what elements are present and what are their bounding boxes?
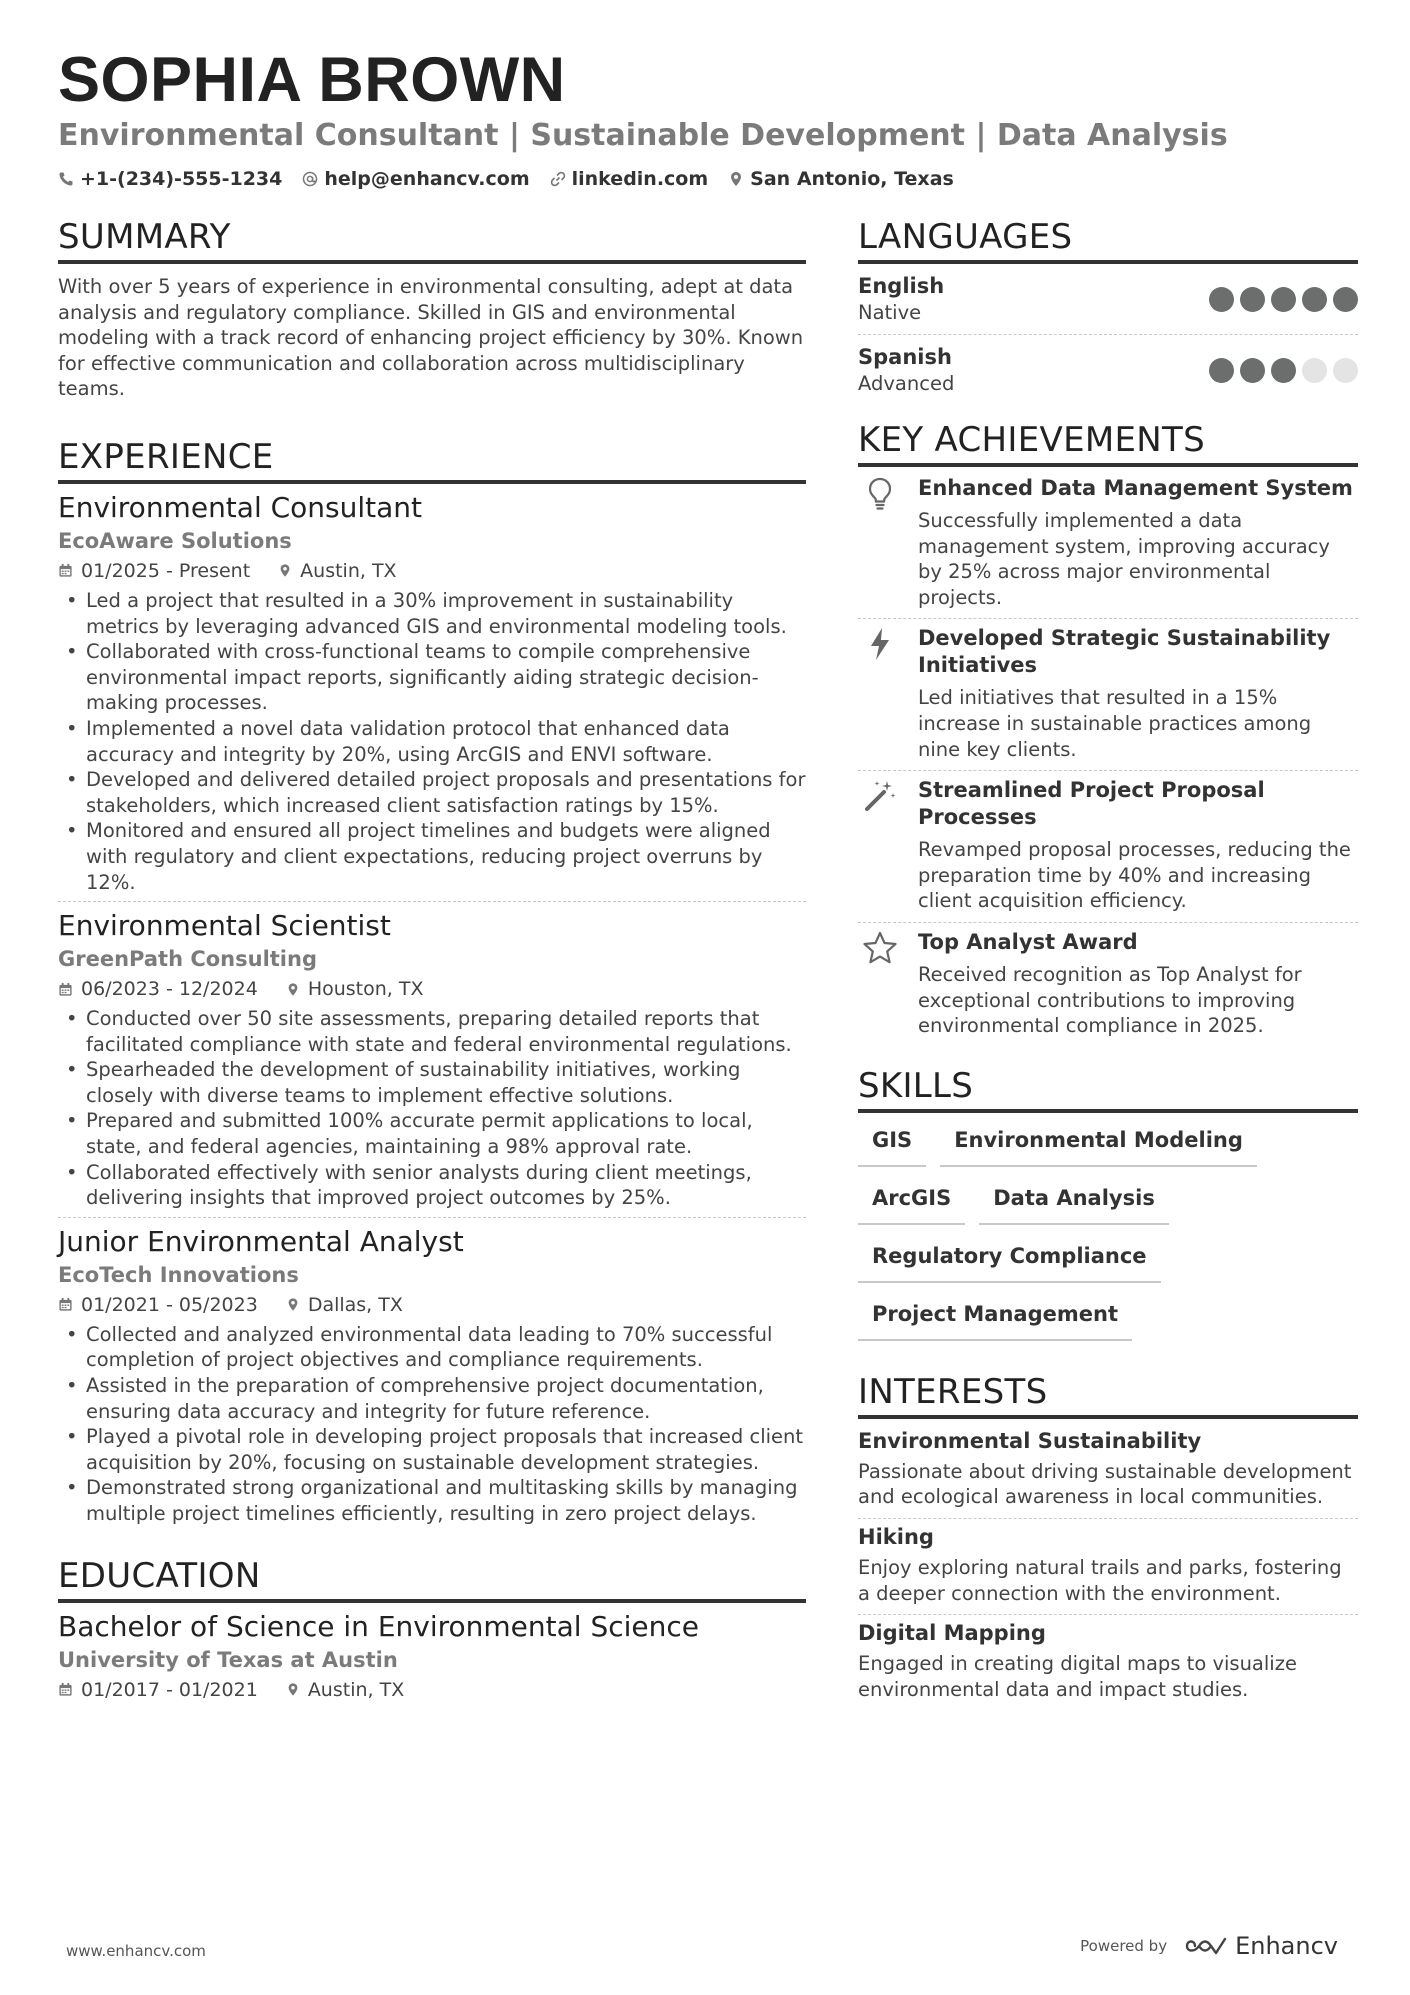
contact-linkedin[interactable] xyxy=(550,168,709,190)
job-bullet: • Assisted in the preparation of comprehensive project documentation, ensuring data accuracy and integrity for future reference. xyxy=(58,1373,806,1424)
calendar-icon xyxy=(58,982,73,997)
interest-text: Engaged in creating digital maps to visualize environmental data and impact studies. xyxy=(858,1652,1297,1701)
interest-text: Passionate about driving sustainable development and ecological awareness in local communities. xyxy=(858,1459,1352,1509)
job-dates xyxy=(58,1290,258,1320)
languages-section xyxy=(858,216,1358,405)
language-name: English xyxy=(858,274,945,298)
achievement-title: Top Analyst Award xyxy=(918,929,1138,954)
achievement-title: Enhanced Data Management System xyxy=(918,476,1353,500)
rating-dot xyxy=(1240,358,1265,383)
education-section xyxy=(58,1555,806,1705)
education-location xyxy=(286,1675,404,1705)
skills-section xyxy=(858,1065,1358,1341)
experience-section xyxy=(58,436,806,1533)
achievement-item xyxy=(858,469,1358,618)
contact-email[interactable] xyxy=(302,168,529,190)
powered-by-label: Powered by xyxy=(1080,1937,1168,1955)
language-name: Spanish xyxy=(858,345,952,369)
job-title: Environmental Scientist xyxy=(58,909,391,943)
enhancv-logo[interactable] xyxy=(1183,1932,1338,1960)
magic-wand-icon xyxy=(863,779,897,813)
rating-dot xyxy=(1240,287,1265,312)
contact-location xyxy=(728,168,954,190)
location-text: San Antonio, Texas xyxy=(750,168,954,190)
job-bullet: • Collaborated with cross-functional teams to compile comprehensive environmental impact reports, significantly aiding strategic decision-making processes. xyxy=(58,639,806,716)
rating-dot xyxy=(1333,287,1358,312)
job-bullet: • Collected and analyzed environmental data leading to 70% successful completion of project objectives and compliance requirements. xyxy=(58,1322,806,1373)
rating-dot xyxy=(1271,287,1296,312)
education-meta xyxy=(58,1675,806,1705)
job-meta xyxy=(58,974,806,1004)
job-bullet: • Prepared and submitted 100% accurate permit applications to local, state, and federal agencies, maintaining a 98% approval rate. xyxy=(58,1108,806,1159)
job-bullet: • Demonstrated strong organizational and multitasking skills by managing multiple project timelines efficiently, resulting in zero project delays. xyxy=(58,1475,806,1526)
job-bullets xyxy=(58,1322,806,1527)
summary-text: With over 5 years of experience in environmental consulting, adept at data analysis and regulatory compliance. Skilled in GIS and environmental modeling with a track record of enhancing project efficiency by 30%. Known for effective communication and collaboration across multidisciplinary teams. xyxy=(58,275,804,401)
language-item xyxy=(858,270,1358,334)
interest-item xyxy=(858,1423,1358,1518)
languages-title: LANGUAGES xyxy=(858,216,1358,264)
job-bullet: • Collaborated effectively with senior analysts during client meetings, delivering insights that improved project outcomes by 25%. xyxy=(58,1160,806,1211)
achievement-title: Streamlined Project Proposal Processes xyxy=(918,778,1265,830)
calendar-icon xyxy=(58,563,73,578)
interest-text: Enjoy exploring natural trails and parks, fostering a deeper connection with the environment. xyxy=(858,1555,1342,1605)
job-entry xyxy=(58,901,806,1217)
skill-tag: Environmental Modeling xyxy=(940,1123,1257,1167)
lightning-icon xyxy=(868,627,892,661)
skills-list xyxy=(858,1123,1358,1341)
job-bullet: • Implemented a novel data validation protocol that enhanced data accuracy and integrity by 20%, using ArcGIS and ENVI software. xyxy=(58,716,806,767)
resume-header xyxy=(58,44,1358,190)
job-location xyxy=(286,1290,403,1320)
interests-section xyxy=(858,1371,1358,1711)
job-bullets xyxy=(58,1006,806,1211)
language-rating xyxy=(1209,287,1358,312)
email-text: help@enhancv.com xyxy=(324,168,530,190)
right-column xyxy=(858,216,1358,1710)
job-dates xyxy=(58,974,258,1004)
job-title: Environmental Consultant xyxy=(58,490,423,524)
job-dates xyxy=(58,556,250,586)
calendar-icon xyxy=(58,1297,73,1312)
rating-dot xyxy=(1333,358,1358,383)
interest-title: Digital Mapping xyxy=(858,1621,1046,1646)
job-dates-text: 01/2021 - 05/2023 xyxy=(81,1293,258,1316)
footer-branding xyxy=(1080,1932,1338,1960)
rating-dot xyxy=(1302,287,1327,312)
job-company: GreenPath Consulting xyxy=(58,947,317,972)
skill-tag: Regulatory Compliance xyxy=(858,1239,1161,1283)
job-dates-text: 06/2023 - 12/2024 xyxy=(81,978,258,1001)
education-dates-text: 01/2017 - 01/2021 xyxy=(81,1678,258,1701)
experience-title: EXPERIENCE xyxy=(58,436,806,484)
rating-dot xyxy=(1209,358,1234,383)
education-title: EDUCATION xyxy=(58,1555,806,1603)
phone-icon xyxy=(58,171,74,187)
interest-title: Environmental Sustainability xyxy=(858,1428,1202,1453)
language-level: Native xyxy=(858,301,922,324)
job-bullet: • Led a project that resulted in a 30% improvement in sustainability metrics by leveraging advanced GIS and environmental modeling tools. xyxy=(58,588,806,639)
candidate-name: SOPHIA BROWN xyxy=(58,45,566,115)
job-meta xyxy=(58,556,806,586)
interests-title: INTERESTS xyxy=(858,1371,1358,1419)
map-pin-icon xyxy=(728,171,744,187)
job-location xyxy=(278,556,396,586)
job-title: Junior Environmental Analyst xyxy=(58,1224,464,1258)
candidate-subtitle: Environmental Consultant | Sustainable Development | Data Analysis xyxy=(58,118,1228,153)
language-level: Advanced xyxy=(858,372,955,395)
achievement-item xyxy=(858,770,1358,922)
job-bullet: • Played a pivotal role in developing project proposals that increased client acquisition by 20%, focusing on sustainable development strategies. xyxy=(58,1424,806,1475)
footer-website[interactable]: www.enhancv.com xyxy=(66,1942,206,1960)
link-icon xyxy=(550,171,566,187)
at-icon xyxy=(302,171,318,187)
map-pin-icon xyxy=(278,563,292,578)
job-entry xyxy=(58,1217,806,1533)
job-location-text: Houston, TX xyxy=(307,978,424,1001)
skills-title: SKILLS xyxy=(858,1065,1358,1113)
rating-dot xyxy=(1209,287,1234,312)
job-dates-text: 01/2025 - Present xyxy=(81,559,251,582)
job-bullet: • Spearheaded the development of sustainability initiatives, working closely with diverse teams to implement effective solutions. xyxy=(58,1057,806,1108)
job-location xyxy=(286,974,424,1004)
rating-dot xyxy=(1302,358,1327,383)
skill-tag: ArcGIS xyxy=(858,1181,965,1225)
job-company: EcoAware Solutions xyxy=(58,528,292,553)
school-name: University of Texas at Austin xyxy=(58,1647,398,1672)
skill-tag: Data Analysis xyxy=(979,1181,1169,1225)
job-location-text: Austin, TX xyxy=(300,559,397,582)
job-bullet: • Monitored and ensured all project timelines and budgets were aligned with regulatory and client expectations, reducing project overruns by 12%. xyxy=(58,818,806,895)
rating-dot xyxy=(1271,358,1296,383)
contact-bar xyxy=(58,168,1358,190)
job-meta xyxy=(58,1290,806,1320)
degree-title: Bachelor of Science in Environmental Science xyxy=(58,1609,699,1643)
phone-text: +1-(234)-555-1234 xyxy=(80,168,283,190)
summary-title: SUMMARY xyxy=(58,216,806,264)
achievements-title: KEY ACHIEVEMENTS xyxy=(858,419,1358,467)
achievement-text: Revamped proposal processes, reducing the preparation time by 40% and increasing client acquisition efficiency. xyxy=(918,838,1351,913)
star-icon xyxy=(862,931,898,965)
language-rating xyxy=(1209,358,1358,383)
interest-item xyxy=(858,1614,1358,1710)
achievement-text: Successfully implemented a data management system, improving accuracy by 25% across major environmental projects. xyxy=(918,509,1330,609)
job-bullets xyxy=(58,588,806,895)
map-pin-icon xyxy=(286,1297,300,1312)
skill-tag: GIS xyxy=(858,1123,926,1167)
job-location-text: Dallas, TX xyxy=(307,1293,403,1316)
linkedin-text: linkedin.com xyxy=(571,168,709,190)
map-pin-icon xyxy=(286,982,300,997)
education-dates xyxy=(58,1675,258,1705)
achievement-item xyxy=(858,922,1358,1047)
left-column xyxy=(58,216,806,1705)
map-pin-icon xyxy=(286,1682,300,1697)
calendar-icon xyxy=(58,1682,73,1697)
lightbulb-icon xyxy=(867,477,893,511)
summary-section xyxy=(58,216,806,402)
job-bullet: • Conducted over 50 site assessments, preparing detailed reports that facilitated compliance with state and federal environmental regulations. xyxy=(58,1006,806,1057)
job-entry xyxy=(58,490,806,901)
brand-name: Enhancv xyxy=(1235,1932,1338,1960)
achievement-text: Led initiatives that resulted in a 15% increase in sustainable practices among nine key clients. xyxy=(918,686,1312,761)
job-bullet: • Developed and delivered detailed project proposals and presentations for stakeholders, which increased client satisfaction ratings by 15%. xyxy=(58,767,806,818)
infinity-logo-icon xyxy=(1183,1934,1229,1958)
achievement-title: Developed Strategic Sustainability Initiatives xyxy=(918,626,1331,678)
achievement-text: Received recognition as Top Analyst for exceptional contributions to improving environmental compliance in 2025. xyxy=(918,962,1302,1038)
job-company: EcoTech Innovations xyxy=(58,1262,299,1287)
language-item xyxy=(858,334,1358,405)
achievement-item xyxy=(858,618,1358,770)
education-location-text: Austin, TX xyxy=(307,1678,405,1701)
interest-item xyxy=(858,1518,1358,1614)
achievements-section xyxy=(858,419,1358,1047)
interest-title: Hiking xyxy=(858,1524,934,1549)
skill-tag: Project Management xyxy=(858,1297,1132,1341)
contact-phone[interactable] xyxy=(58,168,282,190)
